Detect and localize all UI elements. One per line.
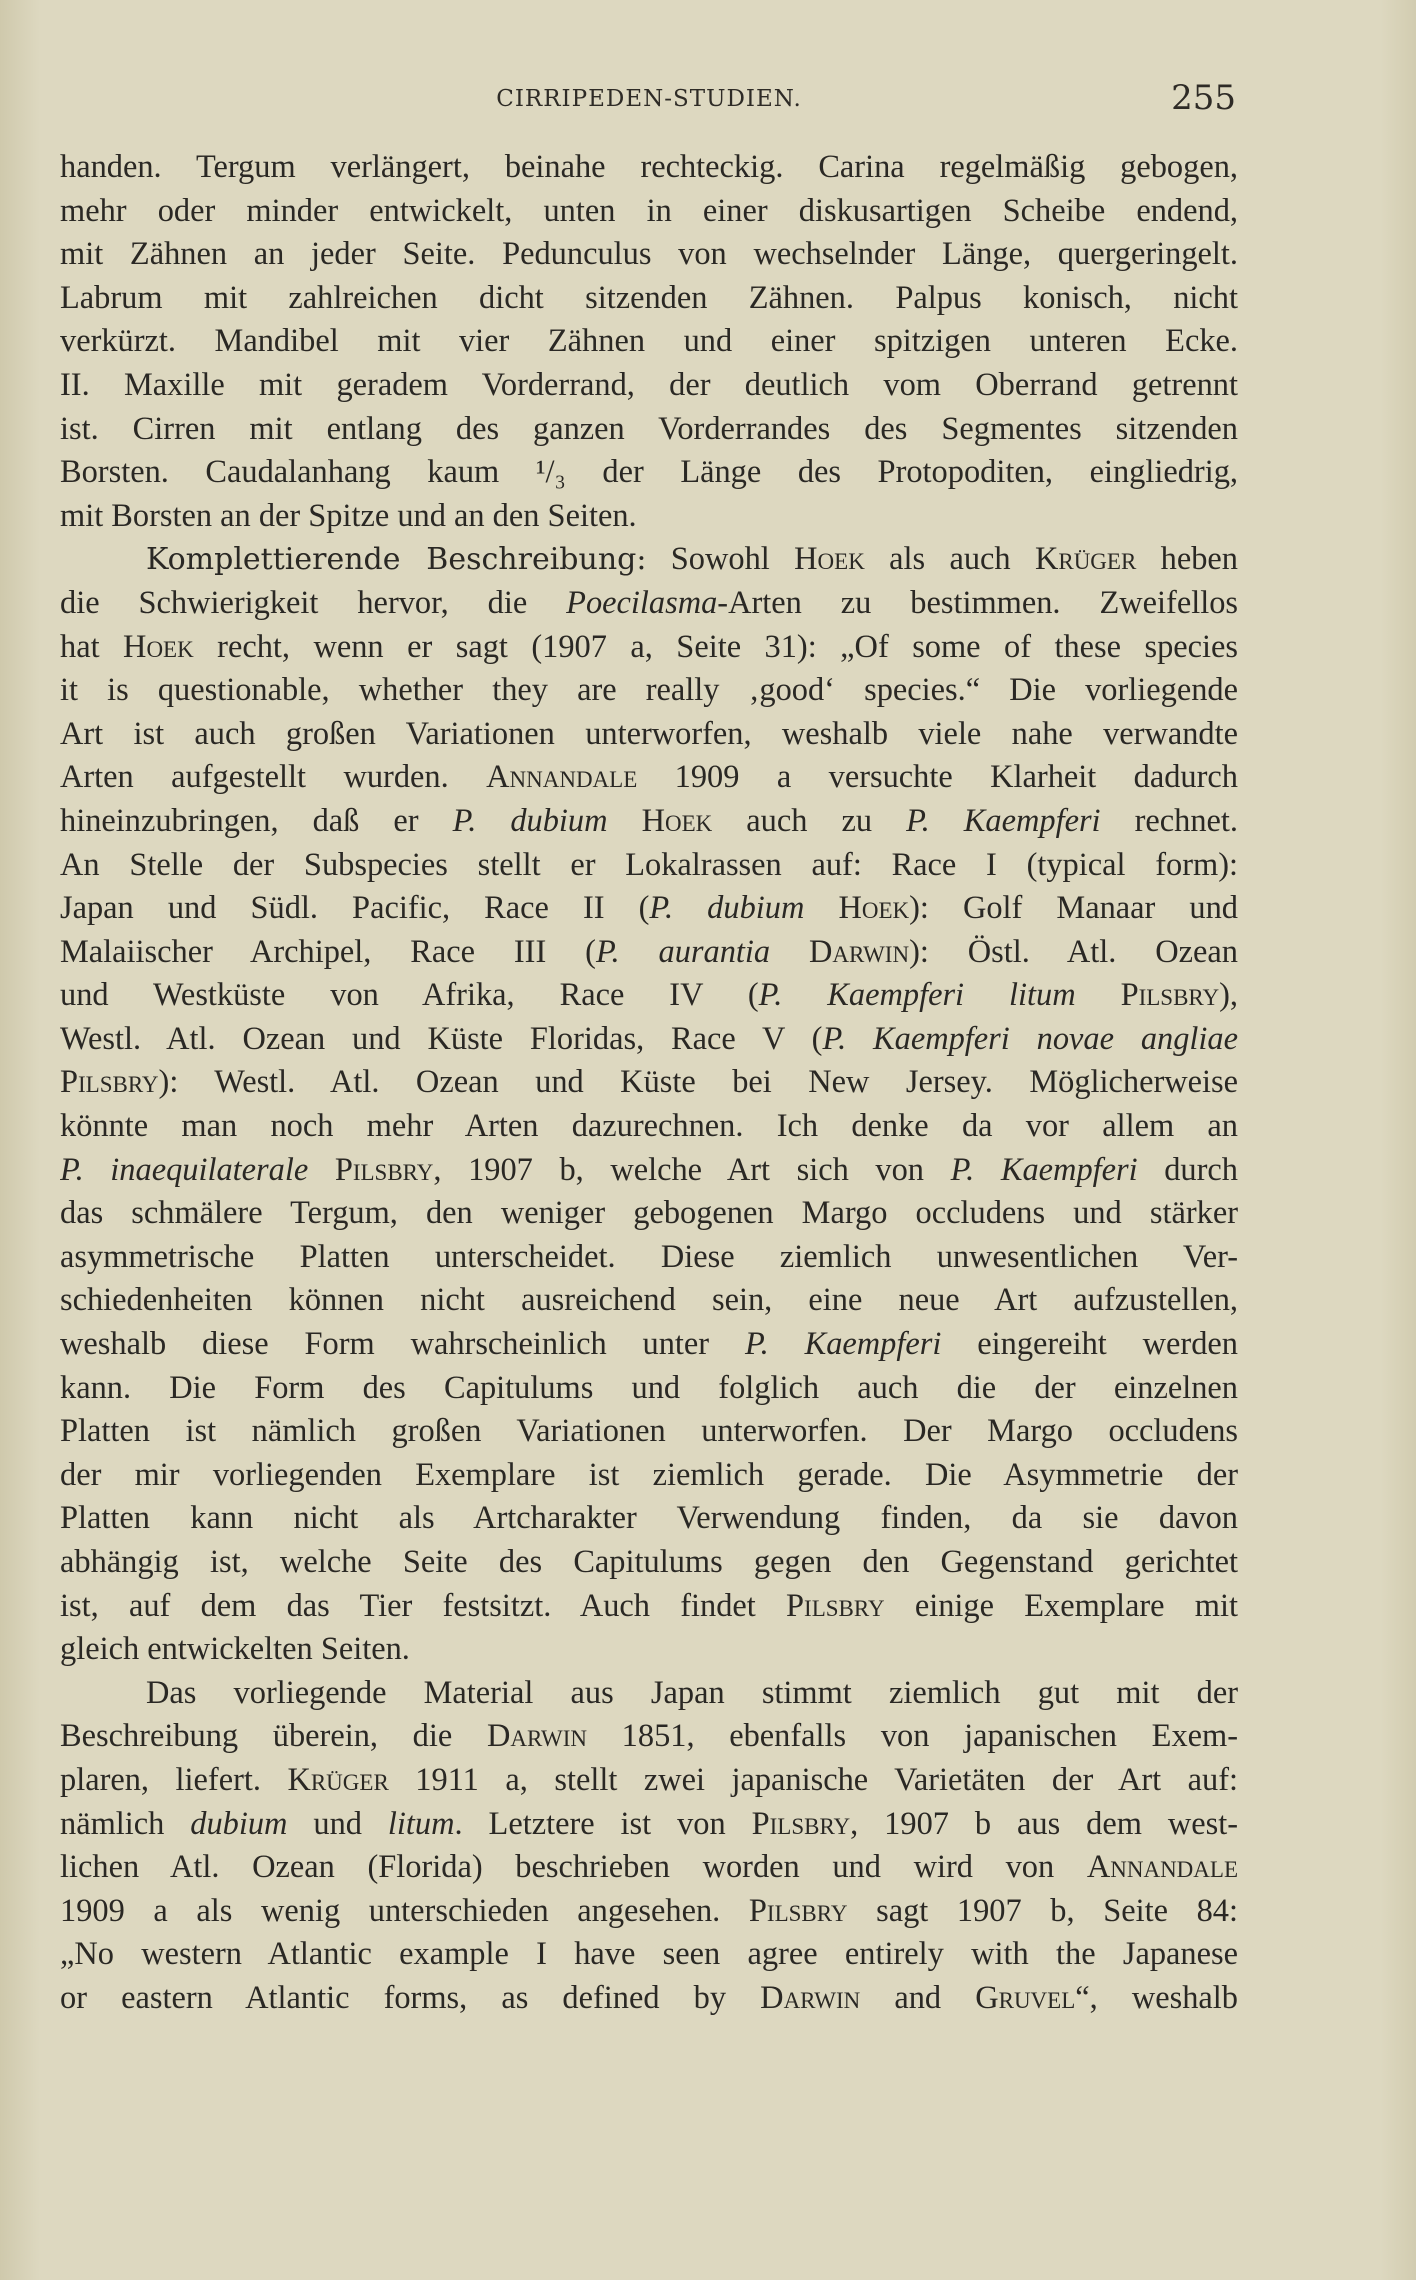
text-line (60, 1105, 1238, 1149)
text-line (60, 887, 1238, 931)
text-run: Sowohl (646, 541, 795, 578)
text-run: . Letztere ist von (454, 1805, 752, 1842)
text-run: mehr oder minder entwickelt, unten in einer diskusartigen Scheibe endend, (60, 192, 1238, 229)
text-run: als auch (864, 541, 1035, 578)
text-run (770, 934, 809, 970)
text-run (608, 803, 642, 839)
text-run: ): Westl. Atl. Ozean und Küste bei New Jersey. Möglicherweise (158, 1064, 1238, 1101)
text-run: Borsten. Caudalanhang kaum ¹/₃ der Länge des Protopoditen, eingliedrig, (60, 454, 1238, 491)
text-run (1076, 977, 1121, 1013)
text-run: Art ist auch großen Variationen unterworfen, weshalb viele nahe verwandte (60, 715, 1238, 752)
text-run: Labrum mit zahlreichen dicht sitzenden Zähnen. Palpus konisch, nicht (60, 279, 1238, 316)
text-line (60, 844, 1238, 888)
text-run: die Schwierigkeit hervor, die (60, 584, 567, 621)
text-line (60, 495, 1238, 539)
taxon-name: Poecilasma (566, 584, 718, 621)
taxon-name: P. Kaempferi (906, 802, 1101, 839)
text-line (60, 800, 1238, 844)
text-line (60, 451, 1238, 495)
text-run: ): Östl. Atl. Ozean (909, 933, 1238, 970)
text-line (60, 1890, 1238, 1934)
author-name: Darwin (760, 1979, 861, 2016)
text-run: plaren, liefert. (60, 1761, 288, 1798)
text-run: asymmetrische Platten unterscheidet. Diese ziemlich unwesentlichen Ver- (60, 1238, 1238, 1275)
author-name: Pilsbry (334, 1151, 434, 1188)
page-number: 255 (1171, 78, 1236, 118)
text-run: Japan und Südl. Pacific, Race II ( (60, 890, 650, 927)
text-run: 1911 a, stellt zwei japanische Varietäten der Art auf: (388, 1761, 1238, 1798)
text-run: and (860, 1979, 976, 2016)
text-run: 1851, ebenfalls von japanischen Exem- (587, 1718, 1238, 1755)
text-run: rechnet. (1100, 802, 1238, 839)
author-name: Darwin (809, 933, 910, 970)
text-run: An Stelle der Subspecies stellt er Lokalrassen auf: Race I (typical form): (60, 846, 1238, 883)
taxon-name: P. Kaempferi litum (758, 977, 1076, 1014)
author-name: Annandale (486, 759, 638, 796)
author-name: Annandale (1086, 1849, 1238, 1886)
text-line (60, 408, 1238, 452)
text-line (60, 1541, 1238, 1585)
text-line (60, 1192, 1238, 1236)
taxon-name: P. Kaempferi (745, 1326, 942, 1363)
author-name: Krüger (287, 1761, 389, 1798)
text-run: recht, wenn er sagt (1907 a, Seite 31): „Of some of these species (193, 628, 1238, 665)
text-run: lichen Atl. Ozean (Florida) beschrieben worden und wird von (60, 1849, 1087, 1886)
text-run: -Arten zu bestimmen. Zweifellos (717, 584, 1238, 621)
text-run: “, weshalb (1075, 1979, 1238, 2016)
page-header (60, 78, 1238, 124)
text-run: Platten kann nicht als Artcharakter Verwendung finden, da sie davon (60, 1500, 1238, 1537)
text-line (60, 1846, 1238, 1890)
text-line (60, 1497, 1238, 1541)
text-run: mit Zähnen an jeder Seite. Pedunculus von wechselnder Länge, quergeringelt. (60, 236, 1238, 273)
text-line (60, 669, 1238, 713)
text-run: schiedenheiten können nicht ausreichend sein, eine neue Art aufzustellen, (60, 1282, 1238, 1319)
taxon-name: dubium (190, 1805, 288, 1842)
text-run: Beschreibung überein, die (60, 1718, 487, 1755)
text-run: heben (1136, 541, 1238, 578)
text-run: sagt 1907 b, Seite 84: (847, 1892, 1238, 1929)
text-run: und Westküste von Afrika, Race IV ( (60, 977, 759, 1014)
text-run: durch (1137, 1151, 1238, 1188)
text-run: „No western Atlantic example I have seen agree entirely with the Japanese (60, 1936, 1238, 1973)
text-run: und (287, 1805, 388, 1842)
text-line (60, 1236, 1238, 1280)
text-run: Westl. Atl. Ozean und Küste Floridas, Race V ( (60, 1020, 823, 1057)
author-name: Pilsbry (786, 1587, 885, 1624)
text-run: der mir vorliegenden Exemplare ist ziemlich gerade. Die Asymmetrie der (60, 1456, 1238, 1493)
text-run: eingereiht werden (941, 1326, 1238, 1363)
text-line (60, 538, 1238, 582)
running-title: CIRRIPEDEN-STUDIEN. (496, 86, 802, 112)
text-line (60, 1715, 1238, 1759)
text-line (60, 1149, 1238, 1193)
text-line (60, 320, 1238, 364)
text-line (60, 1672, 1238, 1716)
text-run: ): Golf Manaar und (909, 890, 1238, 927)
taxon-name: P. Kaempferi novae angliae (822, 1020, 1238, 1057)
author-name: Darwin (486, 1718, 587, 1755)
text-line (60, 233, 1238, 277)
text-run (308, 1152, 335, 1188)
text-run: it is questionable, whether they are really ‚good‘ species.“ Die vorliegende (60, 672, 1238, 709)
text-run: Platten ist nämlich großen Variationen unterworfen. Der Margo occludens (60, 1413, 1238, 1450)
text-run: hat (60, 628, 124, 665)
text-run: Malaiischer Archipel, Race III ( (60, 933, 596, 970)
text-run: kann. Die Form des Capitulums und folglich auch die der einzelnen (60, 1369, 1238, 1406)
text-run: , 1907 b, welche Art sich von (433, 1151, 951, 1188)
text-run: ), (1219, 977, 1238, 1014)
text-run: könnte man noch mehr Arten dazurechnen. Ich denke da vor allem an (60, 1108, 1238, 1145)
text-run: Das vorliegende Material aus Japan stimmt ziemlich gut mit der (146, 1674, 1238, 1711)
text-run: handen. Tergum verlängert, beinahe rechteckig. Carina regelmäßig gebogen, (60, 149, 1238, 185)
author-name: Pilsbry (751, 1805, 851, 1842)
text-run: , 1907 b aus dem west- (850, 1805, 1238, 1842)
text-run: das schmälere Tergum, den weniger gebogenen Margo occludens und stärker (60, 1195, 1238, 1232)
text-run: Arten aufgestellt wurden. (60, 759, 487, 796)
text-run: weshalb diese Form wahrscheinlich unter (60, 1326, 745, 1363)
author-name: Pilsbry (1120, 977, 1220, 1014)
text-line (60, 931, 1238, 975)
text-line (60, 1279, 1238, 1323)
text-line (60, 146, 1238, 190)
text-line (60, 364, 1238, 408)
text-line (60, 1933, 1238, 1977)
author-name: Hoek (794, 541, 865, 578)
text-run: or eastern Atlantic forms, as defined by (60, 1979, 761, 2016)
author-name: Hoek (641, 802, 713, 839)
text-line (60, 1628, 1238, 1672)
text-line (60, 626, 1238, 670)
author-name: Pilsbry (748, 1892, 848, 1929)
taxon-name: P. inaequilaterale (60, 1151, 309, 1188)
author-name: Hoek (123, 628, 194, 665)
text-run: nämlich (60, 1805, 191, 1842)
text-run: ist. Cirren mit entlang des ganzen Vorderrandes des Segmentes sitzenden (60, 410, 1238, 447)
text-line (60, 1410, 1238, 1454)
text-run: abhängig ist, welche Seite des Capitulums gegen den Gegenstand gerichtet (60, 1544, 1238, 1580)
text-run: II. Maxille mit geradem Vorderrand, der deutlich vom Oberrand getrennt (60, 366, 1238, 403)
text-line (60, 1018, 1238, 1062)
text-run: auch zu (712, 802, 907, 839)
text-run: 1909 a versuchte Klarheit dadurch (637, 759, 1238, 796)
text-line (60, 713, 1238, 757)
text-line (60, 974, 1238, 1018)
text-line (60, 756, 1238, 800)
taxon-name: litum (387, 1805, 455, 1842)
taxon-name: P. dubium (649, 890, 805, 927)
text-line (60, 1454, 1238, 1498)
text-line (60, 1061, 1238, 1105)
text-run (804, 890, 838, 926)
section-heading: Komplettierende Beschreibung: (146, 542, 647, 578)
text-run: verkürzt. Mandibel mit vier Zähnen und einer spitzigen unteren Ecke. (60, 323, 1238, 360)
text-run: gleich entwickelten Seiten. (60, 1631, 410, 1668)
text-line (60, 1323, 1238, 1367)
taxon-name: P. aurantia (595, 933, 771, 970)
text-line (60, 582, 1238, 626)
text-line (60, 1759, 1238, 1803)
text-line (60, 277, 1238, 321)
author-name: Pilsbry (60, 1064, 159, 1101)
text-line (60, 1367, 1238, 1411)
author-name: Hoek (838, 890, 910, 927)
text-run: ist, auf dem das Tier festsitzt. Auch findet (60, 1587, 787, 1624)
author-name: Krüger (1034, 541, 1137, 578)
author-name: Gruvel (975, 1979, 1076, 2016)
text-line (60, 1803, 1238, 1847)
text-run: hineinzubringen, daß er (60, 802, 453, 839)
text-line (60, 1585, 1238, 1629)
text-run: 1909 a als wenig unterschieden angesehen. (60, 1892, 749, 1929)
taxon-name: P. dubium (452, 802, 608, 839)
text-line (60, 1977, 1238, 2021)
text-line (60, 190, 1238, 234)
body-text (60, 146, 1238, 2021)
text-run: mit Borsten an der Spitze und an den Seiten. (60, 497, 637, 534)
taxon-name: P. Kaempferi (950, 1151, 1138, 1188)
text-run: einige Exemplare mit (884, 1587, 1238, 1624)
